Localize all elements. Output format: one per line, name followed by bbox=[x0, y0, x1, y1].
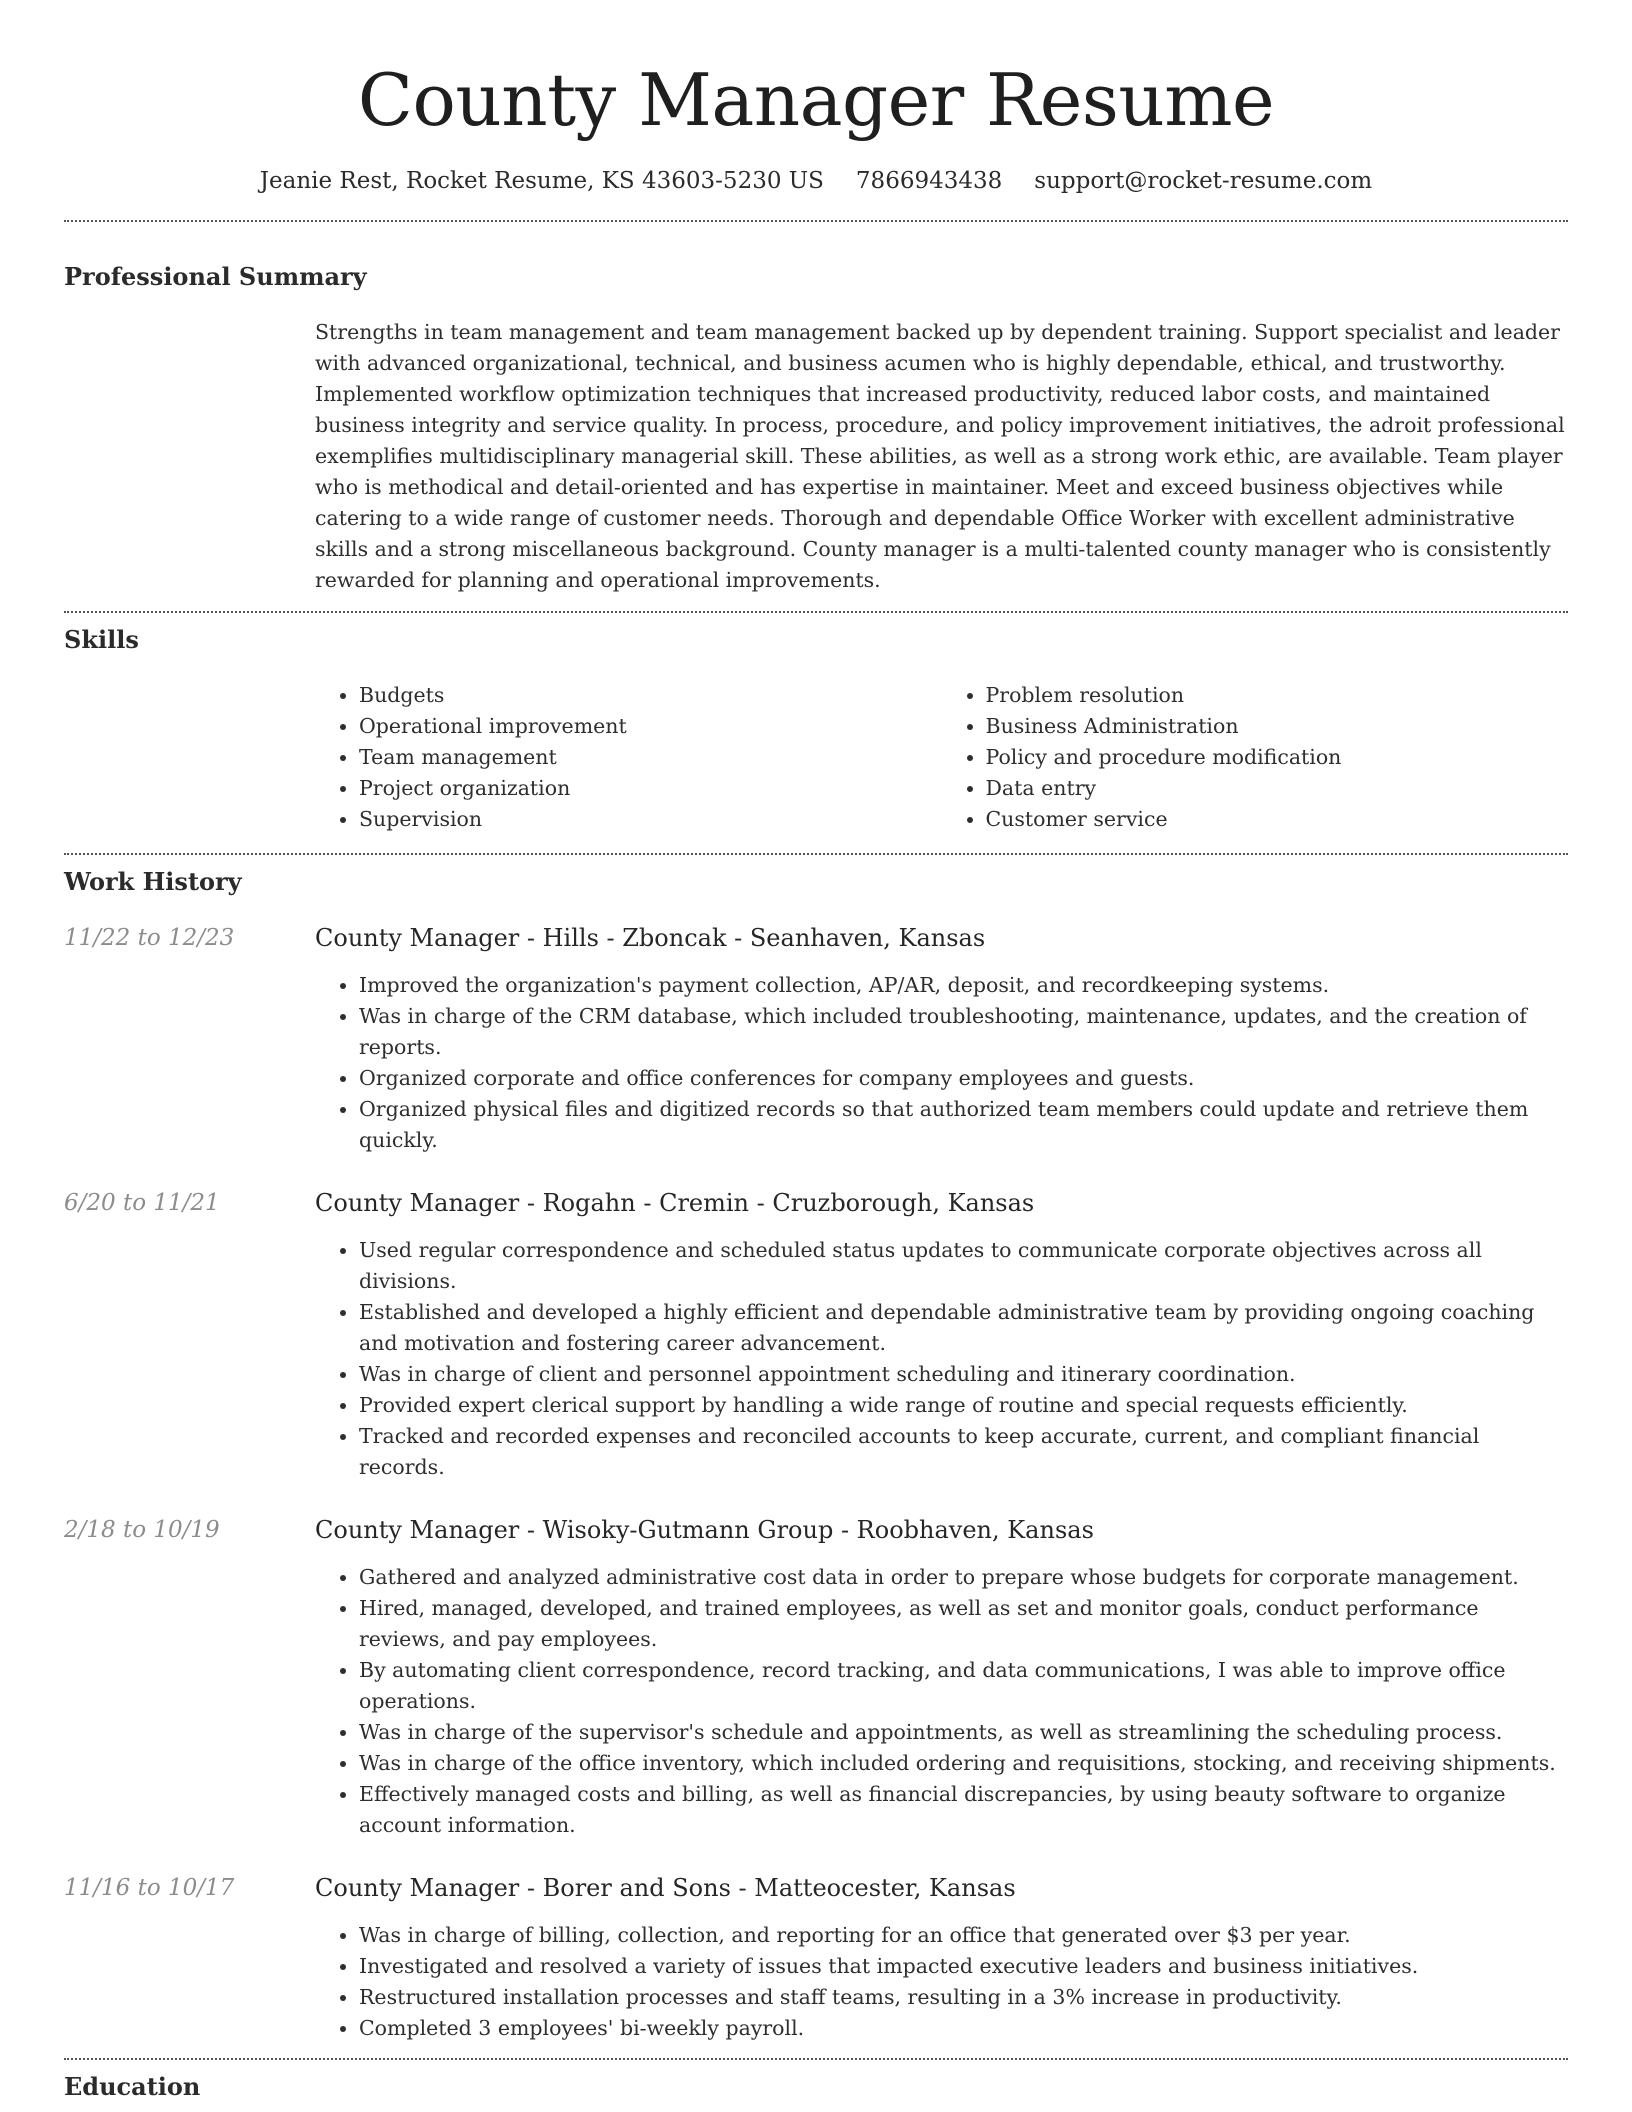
job-bullets bbox=[315, 1235, 1568, 1483]
skills-column-right bbox=[942, 680, 1569, 835]
job-bullet: • Effectively managed costs and billing, as well as financial discrepancies, by using beauty software to organize account information. bbox=[359, 1779, 1568, 1841]
job-bullets bbox=[315, 1562, 1568, 1841]
job-entry bbox=[64, 1188, 1568, 1483]
work-history-heading: Work History bbox=[64, 867, 242, 896]
job-bullet: • Used regular correspondence and scheduled status updates to communicate corporate objectives across all divisions. bbox=[359, 1235, 1568, 1297]
job-bullet: • Was in charge of the CRM database, which included troubleshooting, maintenance, updates, and the creation of reports. bbox=[359, 1001, 1568, 1063]
contact-phone: 7866943438 bbox=[855, 168, 1003, 194]
job-bullets bbox=[315, 1920, 1568, 2044]
job-entry bbox=[64, 923, 1568, 1156]
skills-column-left bbox=[315, 680, 942, 835]
skills-list bbox=[315, 680, 1568, 835]
job-dates: 11/16 to 10/17 bbox=[64, 1875, 235, 1901]
skill-item: • Business Administration bbox=[986, 711, 1569, 742]
skill-item: • Problem resolution bbox=[986, 680, 1569, 711]
education-heading: Education bbox=[64, 2072, 201, 2101]
job-bullet: • Tracked and recorded expenses and reconciled accounts to keep accurate, current, and compliant financial records. bbox=[359, 1421, 1568, 1483]
job-bullet: • Restructured installation processes and staff teams, resulting in a 3% increase in productivity. bbox=[359, 1982, 1568, 2013]
job-bullet: • Hired, managed, developed, and trained employees, as well as set and monitor goals, conduct performance reviews, and pay employees. bbox=[359, 1593, 1568, 1655]
job-bullet: • Organized physical files and digitized records so that authorized team members could update and retrieve them quickly. bbox=[359, 1094, 1568, 1156]
job-dates: 11/22 to 12/23 bbox=[64, 925, 235, 951]
job-bullet: • By automating client correspondence, record tracking, and data communications, I was able to improve office operations. bbox=[359, 1655, 1568, 1717]
contact-email: support@rocket-resume.com bbox=[1034, 168, 1373, 194]
job-title: County Manager - Hills - Zboncak - Seanhaven, Kansas bbox=[315, 924, 986, 952]
skill-item: • Operational improvement bbox=[359, 711, 942, 742]
job-bullet: • Completed 3 employees' bi-weekly payroll. bbox=[359, 2013, 1568, 2044]
skill-item: • Customer service bbox=[986, 804, 1569, 835]
job-bullet: • Was in charge of the office inventory, which included ordering and requisitions, stocking, and receiving shipments. bbox=[359, 1748, 1568, 1779]
job-bullet: • Was in charge of the supervisor's schedule and appointments, as well as streamlining the scheduling process. bbox=[359, 1717, 1568, 1748]
page-title: County Manager Resume bbox=[357, 58, 1275, 142]
skill-item: • Data entry bbox=[986, 773, 1569, 804]
job-dates: 6/20 to 11/21 bbox=[64, 1190, 220, 1216]
section-divider bbox=[64, 853, 1568, 855]
job-bullets bbox=[315, 970, 1568, 1156]
skill-item: • Team management bbox=[359, 742, 942, 773]
section-divider bbox=[64, 611, 1568, 613]
job-bullet: • Provided expert clerical support by handling a wide range of routine and special requests efficiently. bbox=[359, 1390, 1568, 1421]
summary-text: Strengths in team management and team management backed up by dependent training. Support specialist and leader with advanced organizational, technical, and business acumen who is highly dependable, ethical, and trustworthy. Implemented workflow optimization techniques that increased productivity, reduced labor costs, and maintained business integrity and service quality. In process, procedure, and policy improvement initiatives, the adroit professional exemplifies multidisciplinary managerial skill. These abilities, as well as a strong work ethic, are available. Team player who is methodical and detail-oriented and has expertise in maintainer. Meet and exceed business objectives while catering to a wide range of customer needs. Thorough and dependable Office Worker with excellent administrative skills and a strong miscellaneous background. County manager is a multi-talented county manager who is consistently rewarded for planning and operational improvements. bbox=[315, 320, 1565, 592]
job-bullet: • Established and developed a highly efficient and dependable administrative team by providing ongoing coaching and motivation and fostering career advancement. bbox=[359, 1297, 1568, 1359]
job-bullet: • Investigated and resolved a variety of issues that impacted executive leaders and business initiatives. bbox=[359, 1951, 1568, 1982]
job-dates: 2/18 to 10/19 bbox=[64, 1517, 220, 1543]
job-title: County Manager - Rogahn - Cremin - Cruzborough, Kansas bbox=[315, 1189, 1035, 1217]
summary-heading: Professional Summary bbox=[64, 262, 367, 291]
section-divider bbox=[64, 220, 1568, 222]
job-bullet: • Organized corporate and office conferences for company employees and guests. bbox=[359, 1063, 1568, 1094]
contact-address: Jeanie Rest, Rocket Resume, KS 43603-5230 US bbox=[259, 168, 824, 194]
job-title: County Manager - Borer and Sons - Matteocester, Kansas bbox=[315, 1874, 1016, 1902]
skill-item: • Project organization bbox=[359, 773, 942, 804]
job-entry bbox=[64, 1873, 1568, 2044]
job-bullet: • Gathered and analyzed administrative cost data in order to prepare whose budgets for corporate management. bbox=[359, 1562, 1568, 1593]
skill-item: • Policy and procedure modification bbox=[986, 742, 1569, 773]
contact-line bbox=[64, 166, 1568, 196]
job-entry bbox=[64, 1515, 1568, 1841]
job-title: County Manager - Wisoky-Gutmann Group - Roobhaven, Kansas bbox=[315, 1516, 1094, 1544]
skill-item: • Budgets bbox=[359, 680, 942, 711]
section-divider bbox=[64, 2058, 1568, 2060]
job-bullet: • Improved the organization's payment collection, AP/AR, deposit, and recordkeeping systems. bbox=[359, 970, 1568, 1001]
job-bullet: • Was in charge of billing, collection, and reporting for an office that generated over $3 per year. bbox=[359, 1920, 1568, 1951]
skills-heading: Skills bbox=[64, 625, 139, 654]
skill-item: • Supervision bbox=[359, 804, 942, 835]
job-bullet: • Was in charge of client and personnel appointment scheduling and itinerary coordination. bbox=[359, 1359, 1568, 1390]
